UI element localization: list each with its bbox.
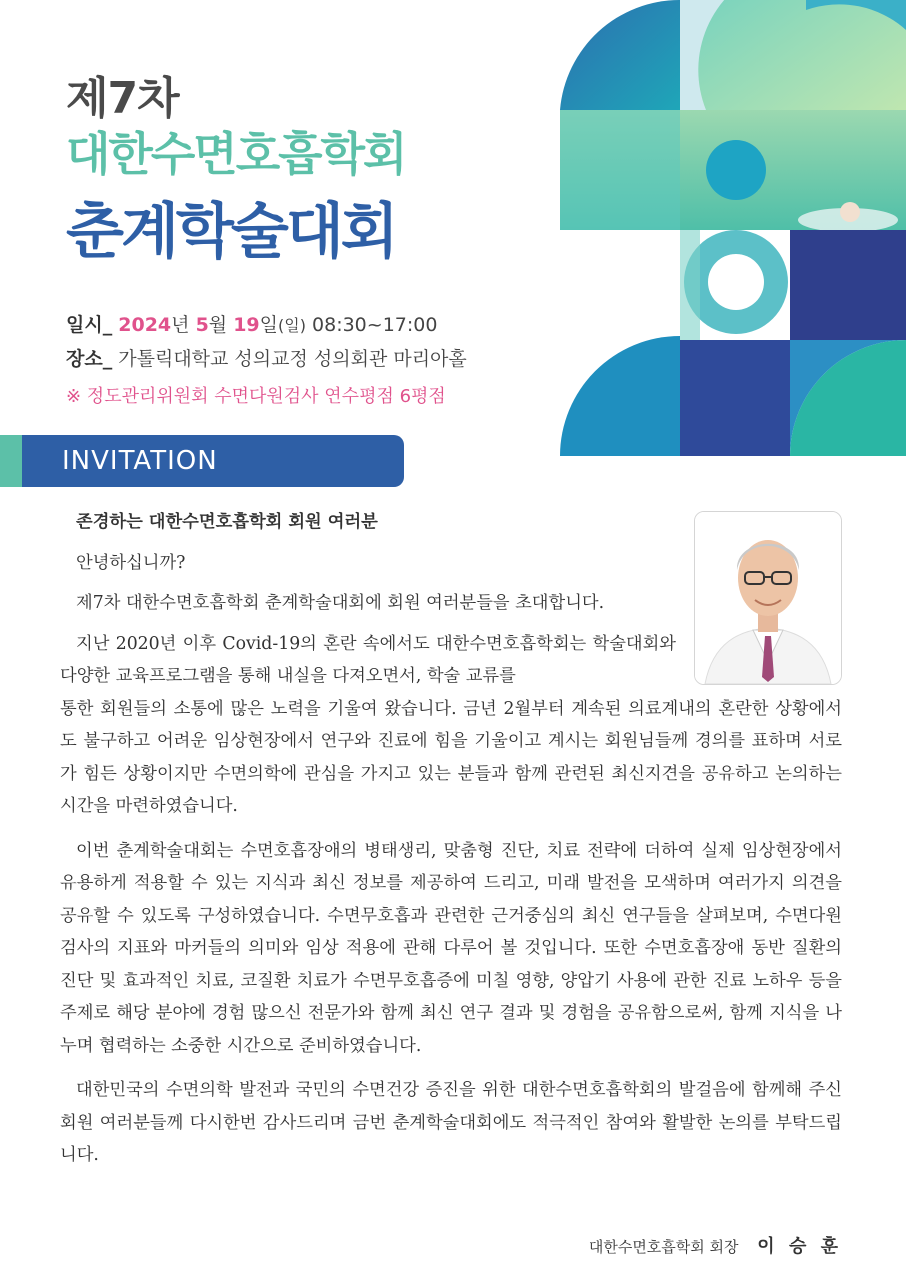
invitation-letter xyxy=(60,506,842,1184)
signature xyxy=(589,1232,842,1258)
date-weekday: (일) xyxy=(278,316,306,335)
letter-paragraph-3: 대한민국의 수면의학 발전과 국민의 수면건강 증진을 위한 대한수면호흡학회의 발걸음에 함께해 주신 회원 여러분들께 다시한번 감사드리며 금번 춘계학술대회에도 적극적인 참여와 활발한 논의를 부탁드립니다. xyxy=(60,1080,842,1165)
date-year: 2024 xyxy=(118,314,172,336)
date-year-suffix: 년 xyxy=(171,314,190,336)
signature-name: 이 승 훈 xyxy=(757,1236,842,1257)
place-value: 가톨릭대학교 성의교정 성의회관 마리아홀 xyxy=(118,348,467,370)
signature-title: 대한수면호흡학회 회장 xyxy=(588,1238,739,1256)
title-society: 대한수면호흡학회 xyxy=(66,127,406,181)
letter-greeting: 존경하는 대한수면호흡학회 회원 여러분 xyxy=(76,512,378,532)
date-label: 일시_ xyxy=(66,314,113,336)
title-event: 춘계학술대회 xyxy=(66,197,396,267)
place-label: 장소_ xyxy=(66,348,113,370)
event-note: ※ 정도관리위원회 수면다원검사 연수평점 6평점 xyxy=(66,386,446,407)
event-time: 08:30~17:00 xyxy=(312,314,438,336)
letter-paragraph-1b: 통한 회원들의 소통에 많은 노력을 기울여 왔습니다. 금년 2월부터 계속된 의료계내의 혼란한 상황에서도 불구하고 어려운 임상현장에서 연구와 진료에 힘을 기울이고 계시는 회원님들께 경의를 표하며 서로가 힘든 상황이지만 수면의학에 관심을 가지고 있는 분들과 함께 관련된 최신지견을 공유하고 논의하는 시간을 마련하였습니다. xyxy=(60,698,842,816)
letter-paragraph-1a: 지난 2020년 이후 Covid-19의 혼란 속에서도 대한수면호흡학회는 학술대회와 다양한 교육프로그램을 통해 내실을 다져오면서, 학술 교류를 xyxy=(60,633,676,686)
letter-intro: 제7차 대한수면호흡학회 춘계학술대회에 회원 여러분들을 초대합니다. xyxy=(76,593,605,613)
event-place xyxy=(66,344,467,371)
invitation-banner xyxy=(22,435,404,487)
banner-accent xyxy=(0,435,22,487)
date-day: 19 xyxy=(233,314,260,336)
decorative-graphic xyxy=(560,0,906,456)
date-day-suffix: 일 xyxy=(259,314,279,336)
date-month-suffix: 월 xyxy=(208,314,228,336)
banner-label: INVITATION xyxy=(62,446,218,476)
letter-paragraph-2: 이번 춘계학술대회는 수면호흡장애의 병태생리, 맞춤형 진단, 치료 전략에 더하여 실제 임상현장에서 유용하게 적용할 수 있는 지식과 최신 정보를 제공하여 드리고, 미래 발전을 모색하며 여러가지 의견을 공유할 수 있도록 구성하였습니다. 수면무호흡과 관련한 근거중심의 최신 연구들을 살펴보며, 수면다원검사의 지표와 마커들의 의미와 임상 적용에 관해 다루어 볼 것입니다. 또한 수면호흡장애 동반 질환의 진단 및 효과적인 치료, 코질환 치료가 수면무호흡증에 미칠 영향, 양압기 사용에 관한 진료 노하우 등을 주제로 해당 분야에 경험 많으신 전문가와 함께 최신 연구 결과 및 경험을 공유함으로써, 함께 지식을 나누며 협력하는 소중한 시간으로 준비하였습니다. xyxy=(60,840,842,1056)
letter-hello: 안녕하십니까? xyxy=(76,552,186,573)
event-date xyxy=(66,310,437,337)
title-edition: 제7차 xyxy=(66,73,179,124)
date-month: 5 xyxy=(195,314,209,336)
